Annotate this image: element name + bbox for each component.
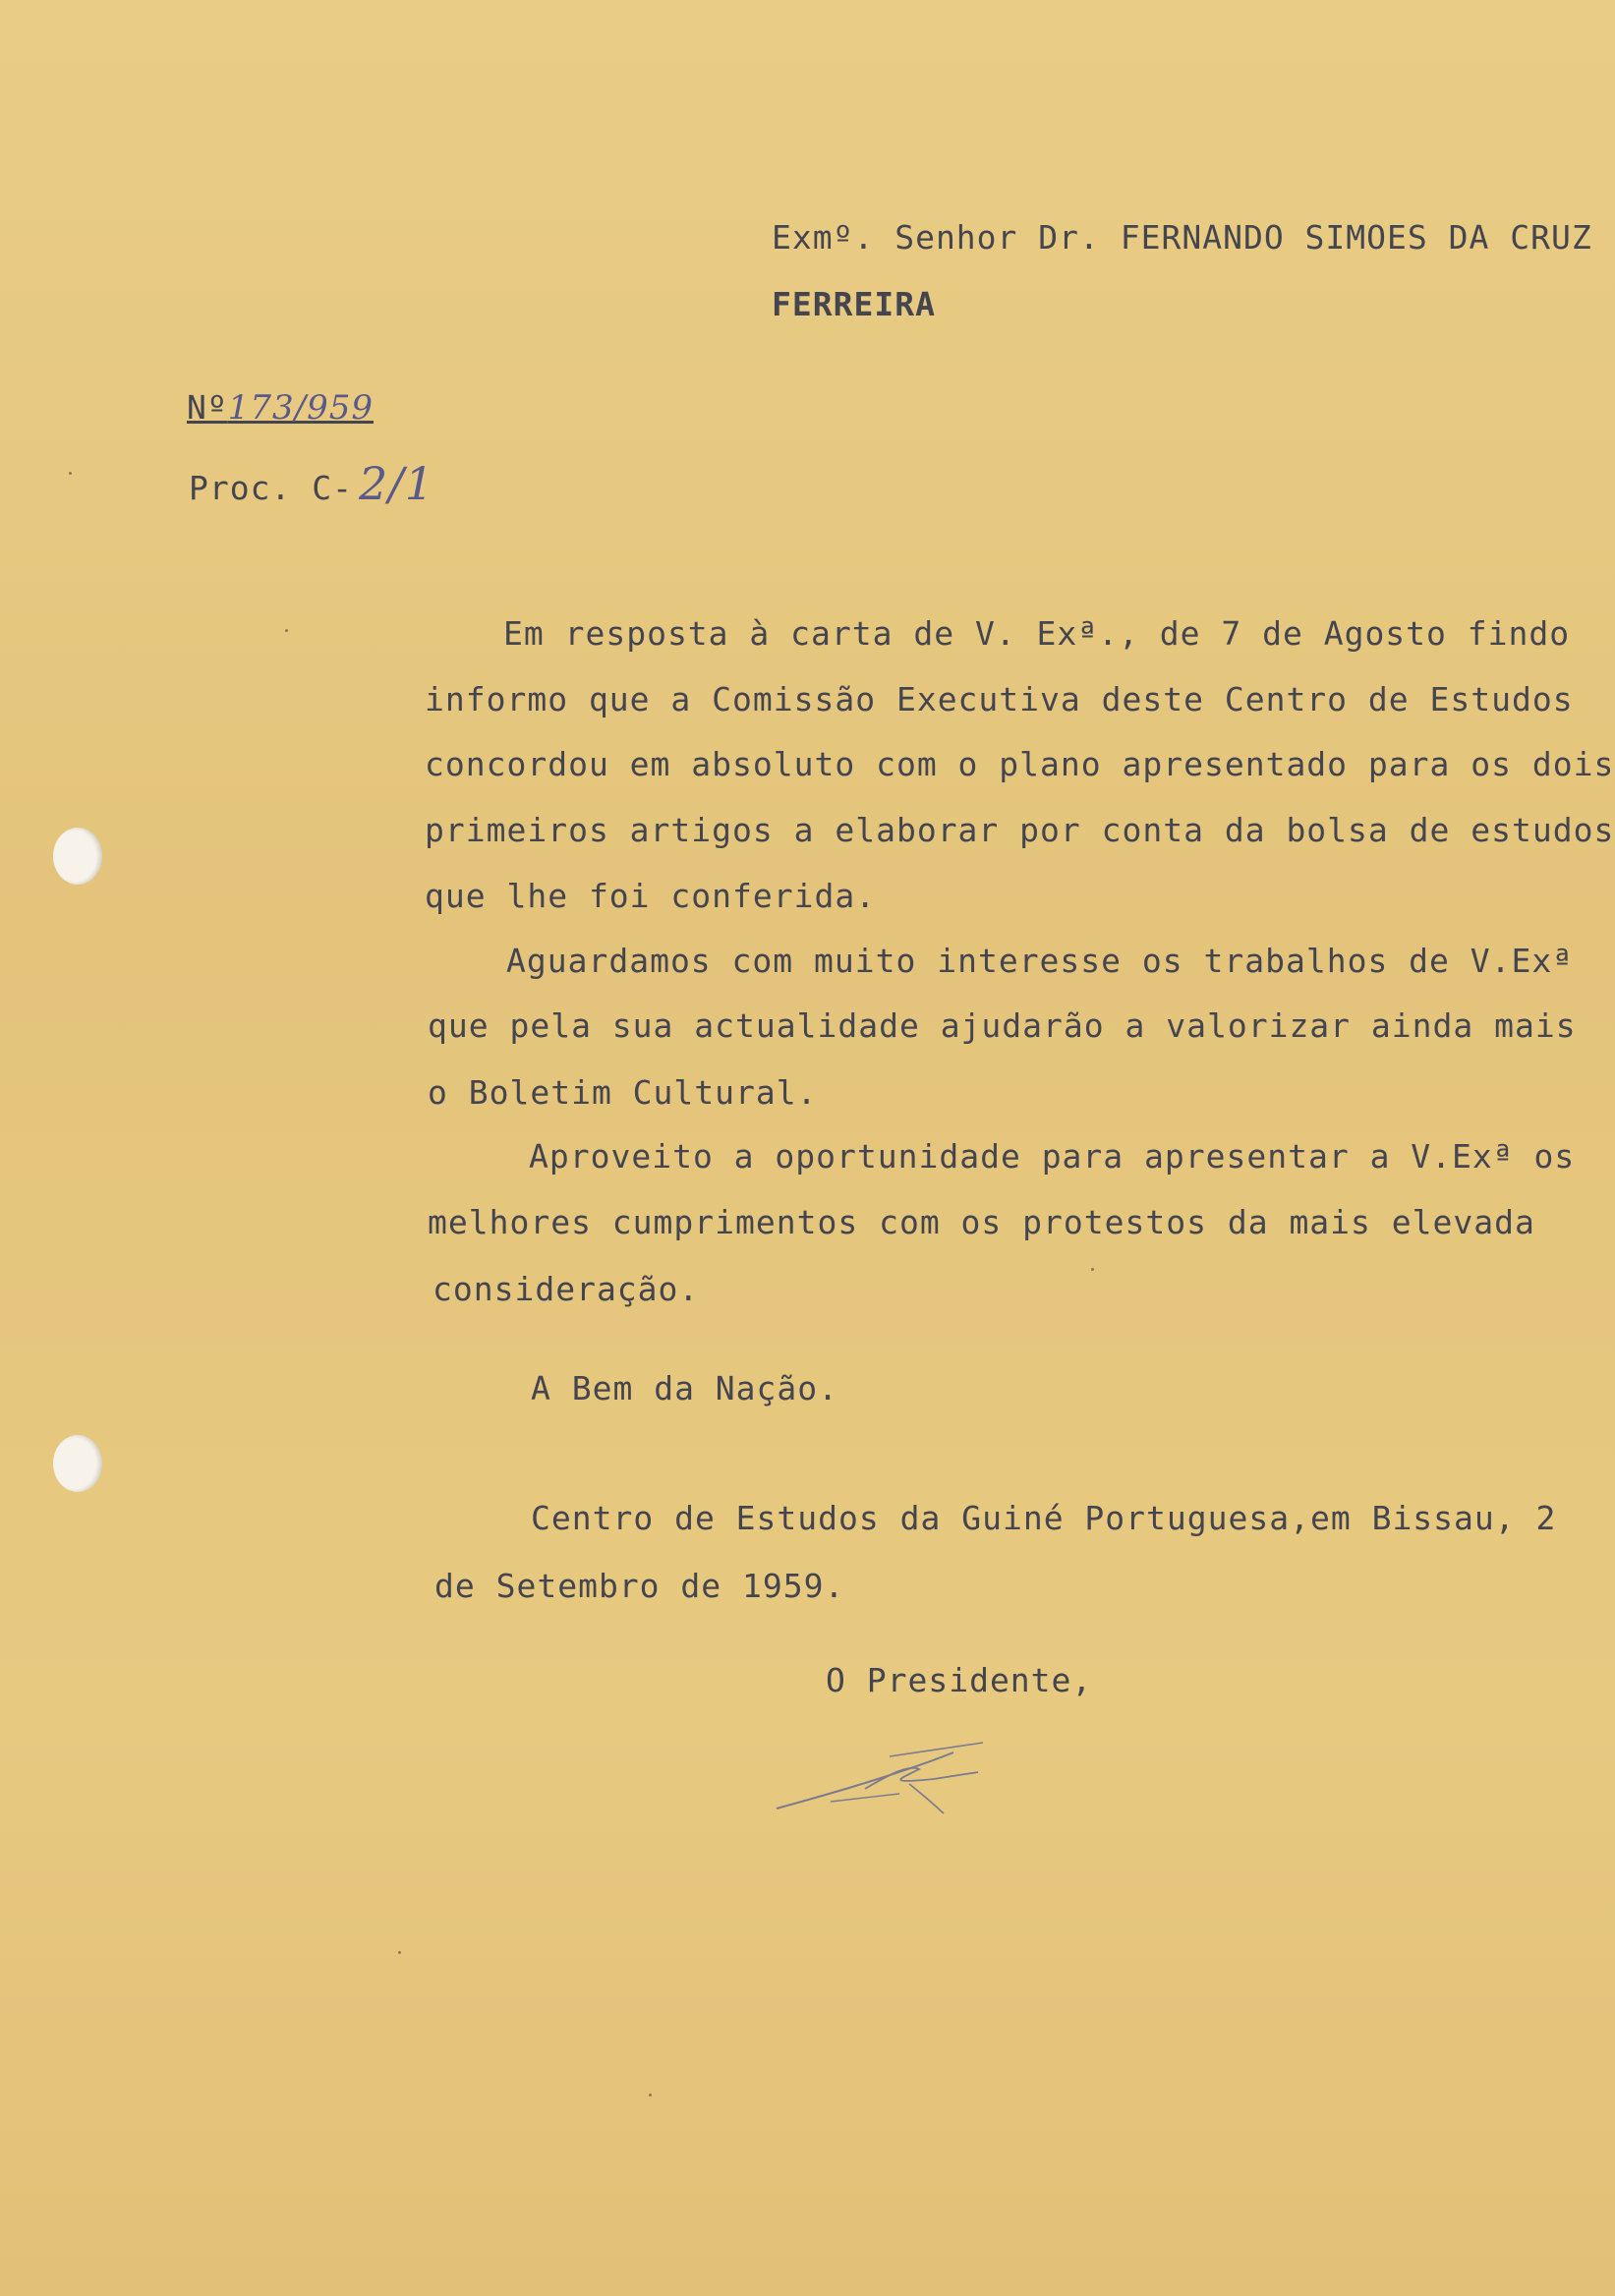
proc-reference — [189, 457, 434, 510]
paragraph-1-line-3: concordou em absoluto com o plano apresentado para os dois — [425, 745, 1615, 783]
reference-number-prefix: Nº — [187, 388, 228, 427]
paper-speck — [398, 1951, 401, 1954]
signature — [772, 1735, 988, 1823]
signature-stroke — [865, 1768, 978, 1789]
paragraph-1-line-4: primeiros artigos a elaborar por conta da bolsa de estudos — [425, 811, 1615, 849]
signatory-title: O Presidente, — [826, 1661, 1093, 1699]
reference-number — [187, 388, 374, 428]
paragraph-3-line-1: Aproveito a oportunidade para apresentar a V.Exª os — [529, 1137, 1576, 1176]
paper-speck — [69, 472, 72, 475]
paragraph-2-line-3: o Boletim Cultural. — [428, 1073, 818, 1112]
punch-hole-bottom — [53, 1435, 102, 1492]
proc-label: Proc. C- — [189, 469, 353, 507]
paper-speck — [285, 629, 288, 632]
place-date-line-1: Centro de Estudos da Guiné Portuguesa,em Bissau, 2 — [531, 1499, 1557, 1537]
closing-salutation: A Bem da Nação. — [531, 1369, 839, 1407]
punch-hole-top — [53, 828, 102, 885]
signature-stroke — [831, 1794, 899, 1802]
proc-handwritten: 2/1 — [358, 457, 434, 510]
paper-speck — [649, 2094, 652, 2096]
signature-stroke — [890, 1743, 983, 1756]
paragraph-3-line-2: melhores cumprimentos com os protestos da mais elevada — [428, 1203, 1535, 1241]
addressee-line-2: FERREIRA — [772, 285, 936, 323]
paragraph-3-line-3: consideração. — [433, 1270, 700, 1308]
paper-speck — [1091, 1268, 1094, 1271]
signature-stroke — [909, 1784, 944, 1813]
place-date-line-2: de Setembro de 1959. — [434, 1567, 845, 1605]
addressee-line-1: Exmº. Senhor Dr. FERNANDO SIMOES DA CRUZ — [772, 218, 1592, 257]
paragraph-1-line-1: Em resposta à carta de V. Exª., de 7 de Agosto findo — [503, 614, 1571, 653]
reference-number-handwritten: 173/959 — [227, 388, 374, 428]
paragraph-1-line-5: que lhe foi conferida. — [425, 877, 877, 915]
paragraph-2-line-2: que pela sua actualidade ajudarão a valorizar ainda mais — [428, 1006, 1577, 1045]
paragraph-1-line-2: informo que a Comissão Executiva deste Centro de Estudos — [425, 680, 1574, 718]
paragraph-2-line-1: Aguardamos com muito interesse os trabalhos de V.Exª — [506, 942, 1574, 980]
